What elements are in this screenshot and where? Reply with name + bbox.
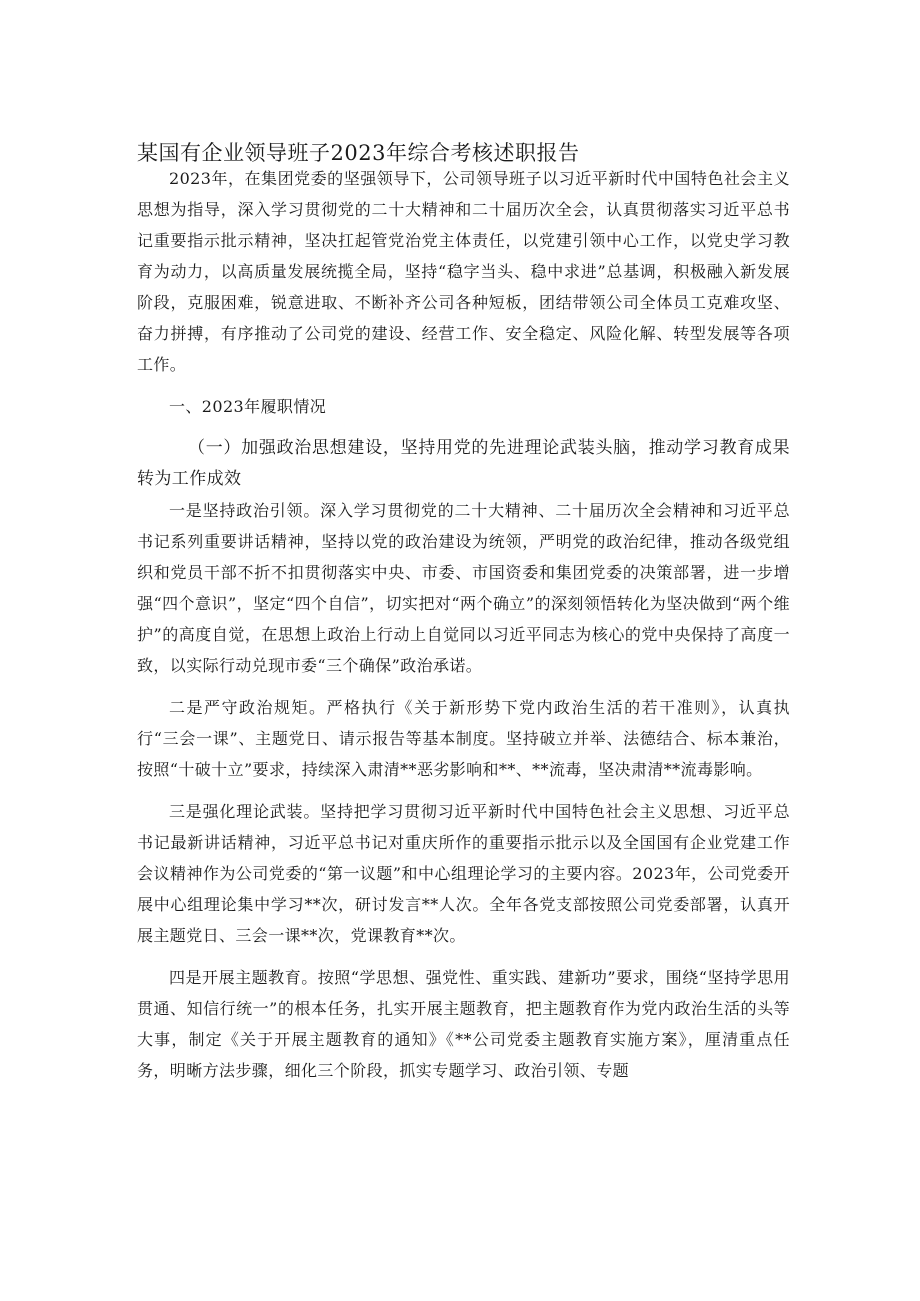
- paragraph-theme-education: 四是开展主题教育。按照“学思想、强党性、重实践、建新功”要求，围绕“坚持学思用贯通、知信行统一”的根本任务，扎实开展主题教育，把主题教育作为党内政治生活的头等大事，制定《关于开展主题教育的通知》《**公司党委主题教育实施方案》，厘清重点任务，明晰方法步骤，细化三个阶段，抓实专题学习、政治引领、专题: [137, 968, 790, 1080]
- intro-paragraph: 2023年，在集团党委的坚强领导下，公司领导班子以习近平新时代中国特色社会主义思想为指导，深入学习贯彻党的二十大精神和二十届历次全会，认真贯彻落实习近平总书记重要指示批示精神，坚决扛起管党治党主体责任，以党建引领中心工作，以党史学习教育为动力，以高质量发展统揽全局，坚持“稳字当头、稳中求进”总基调，积极融入新发展阶段，克服困难，锐意进取、不断补齐公司各种短板，团结带领公司全体员工克难攻坚、奋力拼搏，有序推动了公司党的建设、经营工作、安全稳定、风险化解、转型发展等各项工作。: [137, 169, 790, 374]
- document-title: 某国有企业领导班子2023年综合考核述职报告: [137, 141, 580, 165]
- section-heading-1: 一、2023年履职情况: [169, 397, 327, 416]
- paragraph-theory-study: 三是强化理论武装。坚持把学习贯彻习近平新时代中国特色社会主义思想、习近平总书记最新讲话精神，习近平总书记对重庆所作的重要指示批示以及全国国有企业党建工作会议精神作为公司党委的“第一议题”和中心组理论学习的主要内容。2023年，公司党委开展中心组理论集中学习**次，研讨发言**人次。全年各党支部按照公司党委部署，认真开展主题党日、三会一课**次，党课教育**次。: [137, 802, 790, 945]
- paragraph-political-rules: 二是严守政治规矩。严格执行《关于新形势下党内政治生活的若干准则》，认真执行“三会一课”、主题党日、请示报告等基本制度。坚持破立并举、法德结合、标本兼治，按照“十破十立”要求，持续深入肃清**恶劣影响和**、**流毒，坚决肃清**流毒影响。: [137, 698, 790, 779]
- subsection-heading-1: （一）加强政治思想建设，坚持用党的先进理论武装头脑，推动学习教育成果转为工作成效: [137, 438, 790, 489]
- paragraph-political-guidance: 一是坚持政治引领。深入学习贯彻党的二十大精神、二十届历次全会精神和习近平总书记系列重要讲话精神，坚持以党的政治建设为统领，严明党的政治纪律，推动各级党组织和党员干部不折不扣贯彻落实中央、市委、市国资委和集团党委的决策部署，进一步增强“四个意识”，坚定“四个自信”，切实把对“两个确立”的深刻领悟转化为坚决做到“两个维护”的高度自觉，在思想上政治上行动上自觉同以习近平同志为核心的党中央保持了高度一致，以实际行动兑现市委“三个确保”政治承诺。: [137, 501, 790, 675]
- document-body: [137, 163, 790, 1086]
